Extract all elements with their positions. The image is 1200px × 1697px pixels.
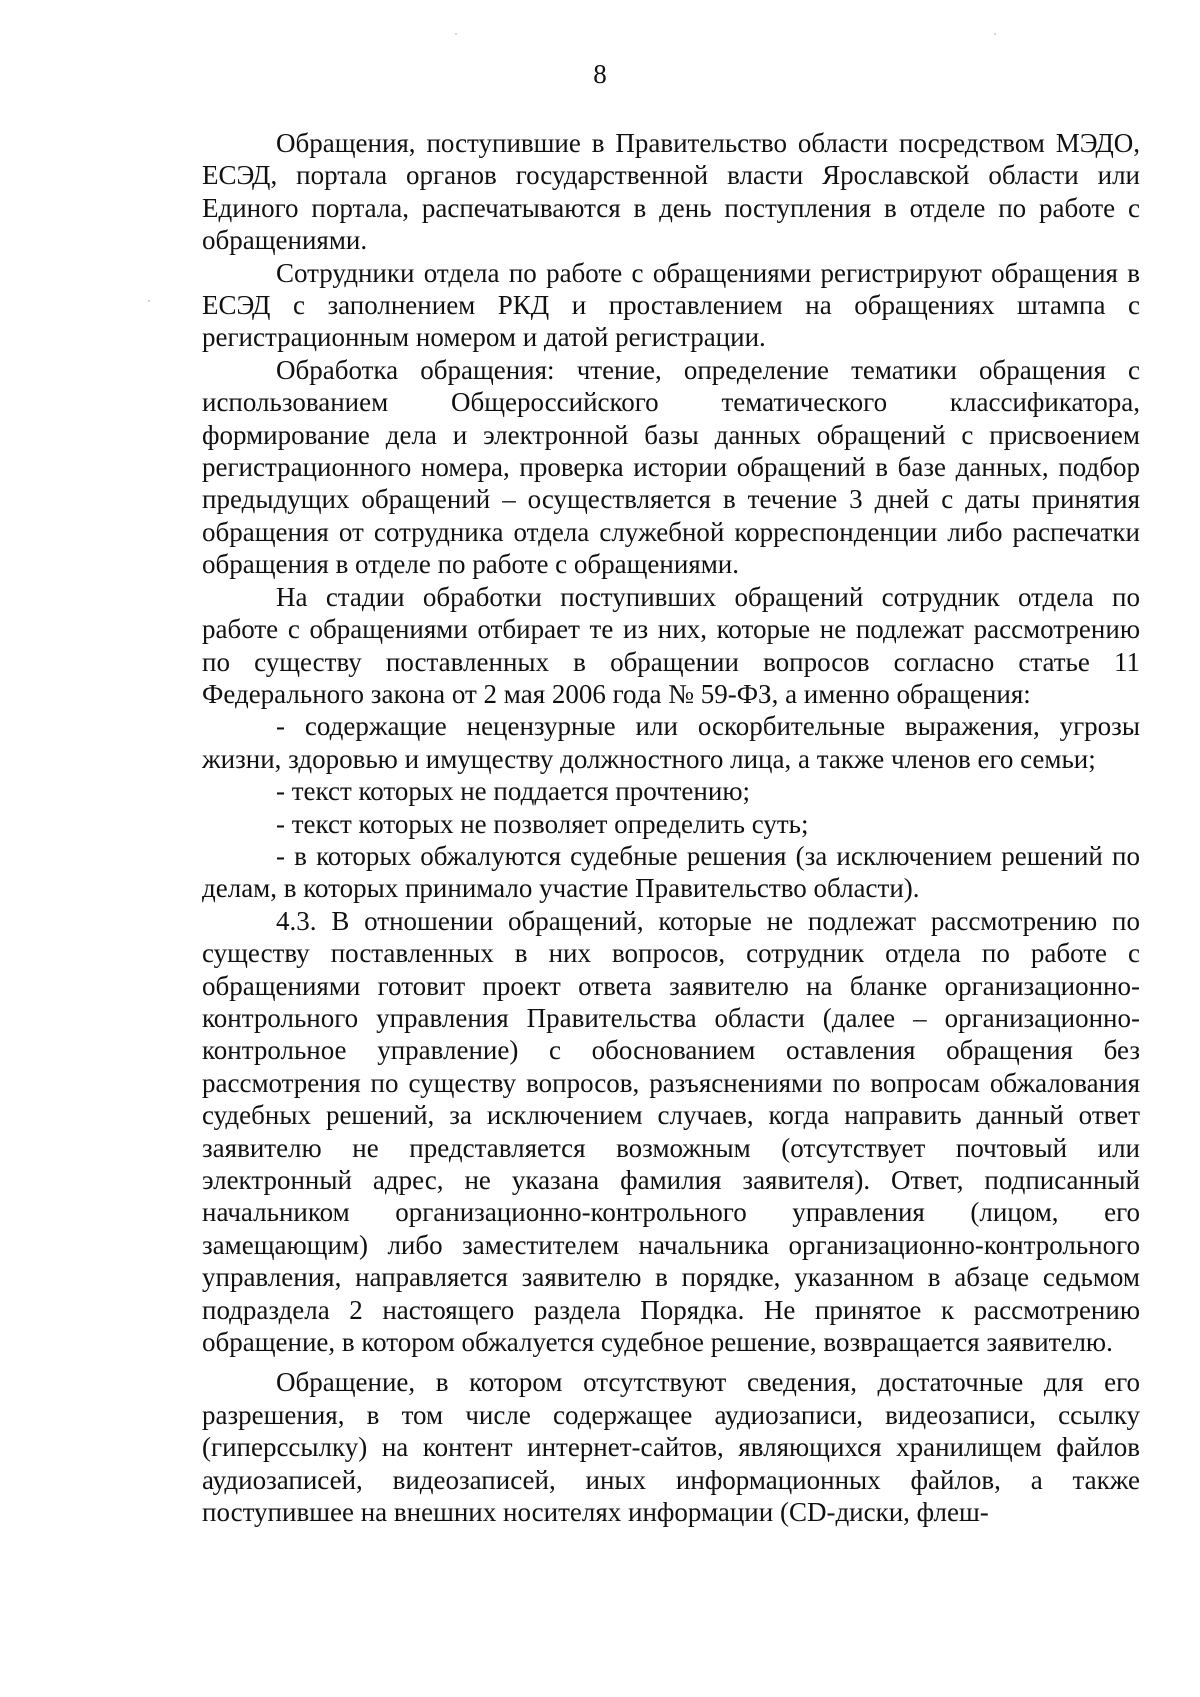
scan-speck [455,33,457,35]
paragraph-processing: Обработка обращения: чтение, определение тематики обращения с использованием Общероссийского тематического классификатора, формирование дела и электронной базы данных обращений с присвоением регистрационного номера, проверка истории обращений в базе данных, подбор предыдущих обращений – осуществляется в течение 3 дней с даты принятия обращения от сотрудника отдела служебной корреспонденции либо распечатки обращения в отделе по работе с обращениями. [202,354,1140,580]
list-item-unreadable: - текст которых не поддается прочтению; [276,776,750,807]
paragraph-medo-receipt: Обращения, поступившие в Правительство области посредством МЭДО, ЕСЭД, портала органов государственной власти Ярославской области или Единого портала, распечатываются в день поступления в отделе по работе с обращениями. [202,128,1140,256]
list-item-obscene: - содержащие нецензурные или оскорбительные выражения, угрозы жизни, здоровью и имуществу должностного лица, а также членов его семьи; [202,711,1140,774]
paragraph-insufficient-info: Обращение, в котором отсутствуют сведения, достаточные для его разрешения, в том числе содержащее аудиозаписи, видеозаписи, ссылку (гиперссылку) на контент интернет-сайтов, являющихся хранилищем файлов аудиозаписей, видеозаписей, иных информационных файлов, а также поступившее на внешних носителях информации (CD-диски, флеш- [202,1367,1140,1528]
paragraph-registration: Сотрудники отдела по работе с обращениями регистрируют обращения в ЕСЭД с заполнением РКД и проставлением на обращениях штампа с регистрационным номером и датой регистрации. [202,257,1140,353]
paragraph-selection: На стадии обработки поступивших обращений сотрудник отдела по работе с обращениями отбирает те из них, которые не подлежат рассмотрению по существу поставленных в обращении вопросов согласно статье 11 Федерального закона от 2 мая 2006 года № 59-ФЗ, а именно обращения: [202,581,1140,709]
scan-speck [148,300,150,302]
scan-speck [994,33,996,35]
list-item-no-essence: - текст которых не позволяет определить суть; [276,808,809,839]
list-item-court-decisions: - в которых обжалуются судебные решения (за исключением решений по делам, в которых принимало участие Правительство области). [202,840,1140,904]
document-body [202,127,1140,1528]
page-number: 8 [593,59,607,89]
paragraph-section-4-3: 4.3. В отношении обращений, которые не подлежат рассмотрению по существу поставленных в них вопросов, сотрудник отдела по работе с обращениями готовит проект ответа заявителю на бланке организационно-контрольного управления Правительства области (далее – организационно-контрольное управление) с обоснованием оставления обращения без рассмотрения по существу вопросов, разъяснениями по вопросам обжалования судебных решений, за исключением случаев, когда направить данный ответ заявителю не представляется возможным (отсутствует почтовый или электронный адрес, не указана фамилия заявителя). Ответ, подписанный начальником организационно-контрольного управления (лицом, его замещающим) либо заместителем начальника организационно-контрольного управления, направляется заявителю в порядке, указанном в абзаце седьмом подраздела 2 настоящего раздела Порядка. Не принятое к рассмотрению обращение, в котором обжалуется судебное решение, возвращается заявителю. [202,905,1140,1358]
